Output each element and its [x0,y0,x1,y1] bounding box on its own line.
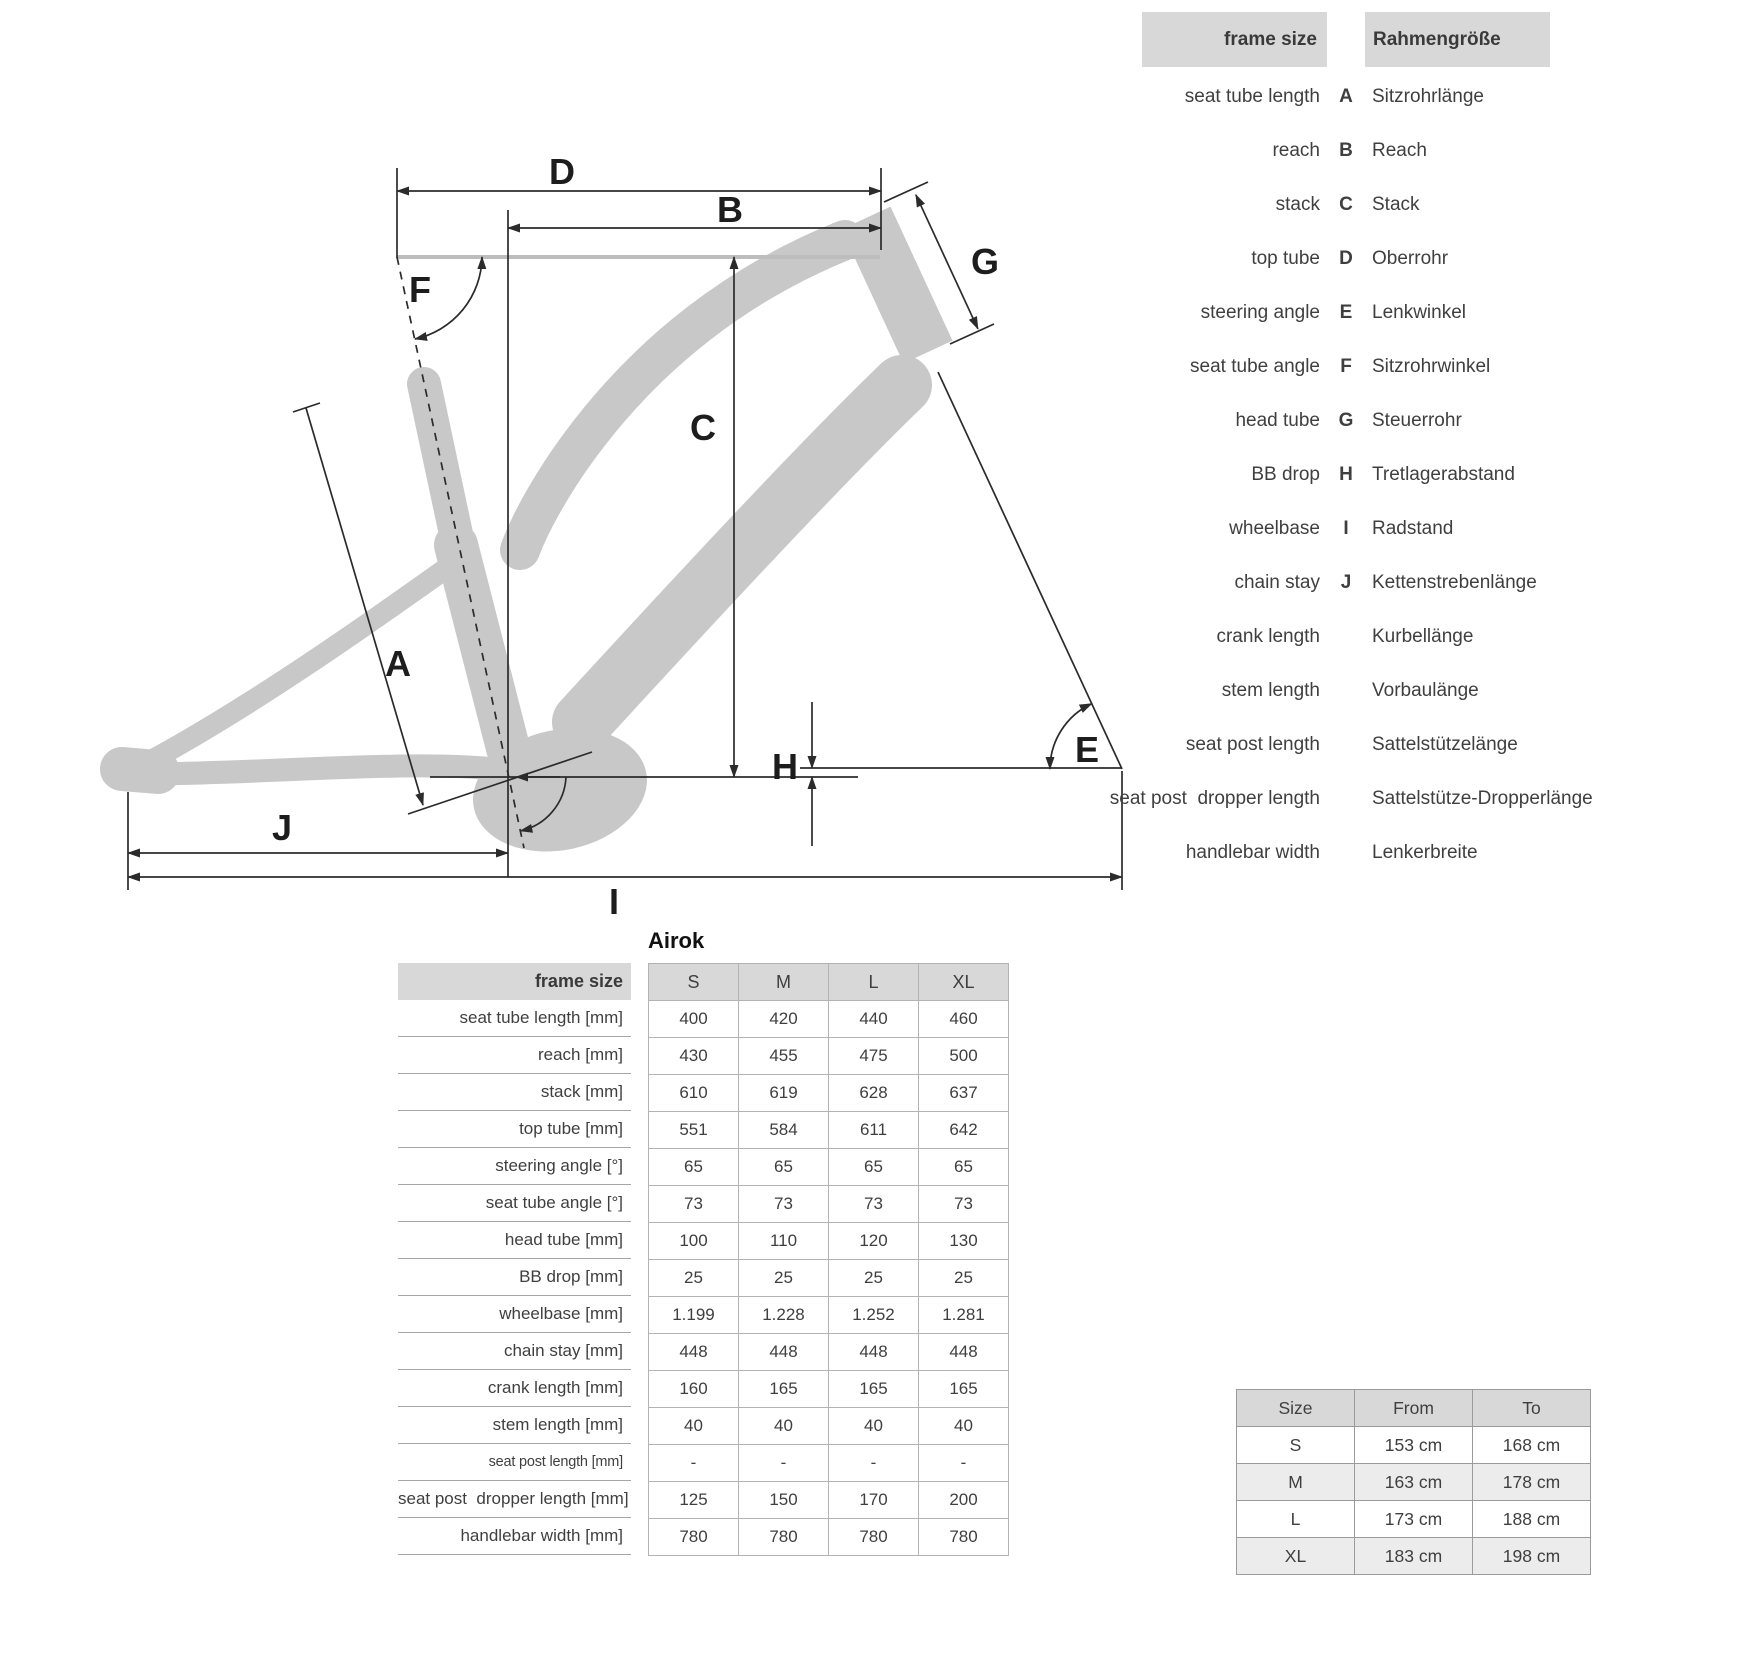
geometry-value-xl: 65 [919,1149,1009,1186]
geometry-value-l: 25 [829,1260,919,1297]
geometry-row-label: stem length [mm] [398,1407,631,1444]
geometry-value-xl: 642 [919,1112,1009,1149]
size-table-row [1237,1501,1591,1538]
geometry-value-s: 1.199 [649,1297,739,1334]
geometry-value-s: 125 [649,1482,739,1519]
geometry-value-l: 628 [829,1075,919,1112]
geometry-table-corner-label: frame size [398,963,631,1000]
legend-row [1050,502,1730,556]
legend-row [1050,772,1730,826]
geometry-value-l: 120 [829,1223,919,1260]
legend-letter: F [1340,356,1352,377]
geometry-row-label: steering angle [°] [398,1148,631,1185]
legend-row [1050,556,1730,610]
legend-letter: D [1339,248,1353,269]
legend-header-english: frame size [1142,12,1327,67]
geometry-value-s: 65 [649,1149,739,1186]
legend-row [1050,340,1730,394]
legend-letter: I [1343,518,1349,539]
legend-row [1050,286,1730,340]
legend-term-german: Kurbellänge [1372,626,1474,647]
legend-term-german: Sattelstütze-Dropperlänge [1372,788,1593,809]
legend-term-english: seat tube length [1184,86,1320,107]
geometry-value-m: 780 [739,1519,829,1556]
size-table-row [1237,1538,1591,1575]
geometry-value-m: 619 [739,1075,829,1112]
geometry-row-label: BB drop [mm] [398,1259,631,1296]
geometry-value-xl: 73 [919,1186,1009,1223]
legend-term-german: Vorbaulänge [1372,680,1479,701]
geometry-col-header-xl: XL [919,964,1009,1001]
geometry-value-l: 40 [829,1408,919,1445]
geometry-value-s: 40 [649,1408,739,1445]
legend-letter: B [1339,140,1353,161]
geometry-col-header-l: L [829,964,919,1001]
legend-letter: G [1338,410,1354,431]
legend-term-english: wheelbase [1229,518,1320,539]
geometry-row-label: top tube [mm] [398,1111,631,1148]
legend-letter: H [1339,464,1353,485]
legend-term-german: Oberrohr [1372,248,1449,269]
geometry-table-labels [398,963,631,1555]
geometry-value-s: 448 [649,1334,739,1371]
geometry-row-label: crank length [mm] [398,1370,631,1407]
geometry-value-s: 551 [649,1112,739,1149]
chain-stay [155,766,520,774]
geometry-row-label: head tube [mm] [398,1222,631,1259]
dim-label-h: H [772,746,798,787]
geometry-value-s: 780 [649,1519,739,1556]
geometry-value-xl: 780 [919,1519,1009,1556]
geometry-value-l: 780 [829,1519,919,1556]
legend-term-english: stack [1275,194,1320,215]
legend-letter: J [1340,572,1352,593]
geometry-value-s: 160 [649,1371,739,1408]
geometry-value-l: 1.252 [829,1297,919,1334]
down-tube [582,385,902,722]
legend-term-english: top tube [1251,248,1320,269]
geometry-row-label: reach [mm] [398,1037,631,1074]
legend-row [1050,448,1730,502]
geometry-value-s: 100 [649,1223,739,1260]
geometry-value-m: 584 [739,1112,829,1149]
legend-row [1050,70,1730,124]
legend-term-german: Kettenstrebenlänge [1372,572,1537,593]
geometry-row-label: seat post dropper length [mm] [398,1481,631,1518]
geometry-value-l: 73 [829,1186,919,1223]
size-value-size: M [1237,1464,1355,1501]
dim-label-j: J [271,807,293,848]
legend-term-german: Sitzrohrwinkel [1372,356,1491,377]
geometry-value-xl: 1.281 [919,1297,1009,1334]
legend-list [1050,70,1730,880]
geometry-value-m: 65 [739,1149,829,1186]
legend-term-english: steering angle [1200,302,1320,323]
legend-letter: E [1339,302,1353,323]
size-table-header [1237,1390,1591,1427]
legend-term-german: Steuerrohr [1372,410,1462,431]
legend-term-german: Radstand [1372,518,1454,539]
size-value-from: 153 cm [1355,1427,1473,1464]
size-value-to: 198 cm [1473,1538,1591,1575]
geometry-value-l: 165 [829,1371,919,1408]
geometry-value-m: 150 [739,1482,829,1519]
head-tube [842,207,953,364]
legend-term-english: seat tube angle [1190,356,1320,377]
geometry-value-s: 430 [649,1038,739,1075]
size-value-to: 188 cm [1473,1501,1591,1538]
geometry-value-xl: 130 [919,1223,1009,1260]
geometry-row-label: seat tube angle [°] [398,1185,631,1222]
size-table-row [1237,1464,1591,1501]
dim-label-e: E [1074,729,1100,770]
geometry-value-l: 448 [829,1334,919,1371]
geometry-row-label: chain stay [mm] [398,1333,631,1370]
geometry-value-m: 448 [739,1334,829,1371]
rear-dropout [122,769,158,772]
legend-term-german: Sattelstützelänge [1372,734,1518,755]
geometry-table-grid [648,963,1009,1556]
geometry-row-label: seat post length [mm] [398,1444,631,1481]
geometry-value-l: 170 [829,1482,919,1519]
geometry-value-xl: 200 [919,1482,1009,1519]
size-value-size: L [1237,1501,1355,1538]
geometry-value-xl: 25 [919,1260,1009,1297]
dim-label-i: I [608,881,620,922]
dim-label-g: G [970,241,1000,282]
dim-label-c: C [690,407,716,448]
size-col-header-to: To [1473,1390,1591,1427]
legend-term-german: Stack [1372,194,1420,215]
geometry-value-s: 73 [649,1186,739,1223]
legend-letter: A [1339,86,1353,107]
dim-label-a: A [385,643,411,684]
geometry-value-m: 110 [739,1223,829,1260]
geometry-value-l: 475 [829,1038,919,1075]
size-value-from: 163 cm [1355,1464,1473,1501]
geometry-value-xl: 40 [919,1408,1009,1445]
geometry-value-l: 65 [829,1149,919,1186]
geometry-table-title: Airok [648,928,705,953]
legend-row [1050,718,1730,772]
geometry-value-m: 420 [739,1001,829,1038]
geometry-value-l: 611 [829,1112,919,1149]
size-value-size: XL [1237,1538,1355,1575]
legend-row [1050,394,1730,448]
bike-geometry-diagram [0,0,1140,930]
geometry-value-l: 440 [829,1001,919,1038]
legend-term-german: Lenkerbreite [1372,842,1478,863]
size-table-rows [1237,1427,1591,1575]
size-value-from: 173 cm [1355,1501,1473,1538]
legend-term-english: handlebar width [1185,842,1320,863]
size-table-row [1237,1427,1591,1464]
legend-term-english: reach [1272,140,1320,161]
legend-term-english: seat post length [1185,734,1320,755]
legend-term-english: BB drop [1251,464,1320,485]
size-value-size: S [1237,1427,1355,1464]
size-value-to: 168 cm [1473,1427,1591,1464]
geometry-value-xl: 165 [919,1371,1009,1408]
legend-row [1050,232,1730,286]
legend-term-english: head tube [1235,410,1320,431]
geometry-value-m: 25 [739,1260,829,1297]
legend-term-english: crank length [1216,626,1320,647]
legend-term-english: stem length [1221,680,1320,701]
geometry-value-xl: 500 [919,1038,1009,1075]
dim-label-d: D [549,151,575,192]
geometry-value-m: 1.228 [739,1297,829,1334]
geometry-value-xl: 637 [919,1075,1009,1112]
geometry-col-header-s: S [649,964,739,1001]
geometry-value-s: 400 [649,1001,739,1038]
legend-row [1050,178,1730,232]
legend-term-german: Reach [1372,140,1427,161]
geometry-value-xl: 460 [919,1001,1009,1038]
legend-row [1050,826,1730,880]
size-col-header-from: From [1355,1390,1473,1427]
geometry-value-l: - [829,1445,919,1482]
geometry-row-label: wheelbase [mm] [398,1296,631,1333]
geometry-col-header-m: M [739,964,829,1001]
geometry-value-m: 165 [739,1371,829,1408]
geometry-value-xl: - [919,1445,1009,1482]
legend-term-german: Sitzrohrlänge [1372,86,1484,107]
legend-term-english: chain stay [1234,572,1320,593]
geometry-value-s: 610 [649,1075,739,1112]
legend-term-german: Tretlagerabstand [1372,464,1515,485]
seat-tube [456,545,508,748]
legend-term-english: seat post dropper length [1109,788,1320,809]
geometry-row-label: stack [mm] [398,1074,631,1111]
seat-stay [152,560,458,760]
legend-header-german: Rahmengröße [1365,12,1550,67]
geometry-value-m: 40 [739,1408,829,1445]
geometry-value-m: 73 [739,1186,829,1223]
geometry-value-m: 455 [739,1038,829,1075]
size-col-header-size: Size [1237,1390,1355,1427]
geometry-row-label: handlebar width [mm] [398,1518,631,1555]
geometry-value-m: - [739,1445,829,1482]
geometry-row-label: seat tube length [mm] [398,1000,631,1037]
legend-row [1050,664,1730,718]
geometry-value-s: 25 [649,1260,739,1297]
rider-size-table [1236,1389,1591,1575]
dim-label-f: F [409,269,431,310]
frame-silhouette [122,240,902,774]
legend-term-german: Lenkwinkel [1372,302,1466,323]
geometry-value-s: - [649,1445,739,1482]
legend-row [1050,124,1730,178]
size-value-to: 178 cm [1473,1464,1591,1501]
dim-label-b: B [717,189,743,230]
size-value-from: 183 cm [1355,1538,1473,1575]
legend-row [1050,610,1730,664]
legend-letter: C [1339,194,1353,215]
geometry-value-xl: 448 [919,1334,1009,1371]
